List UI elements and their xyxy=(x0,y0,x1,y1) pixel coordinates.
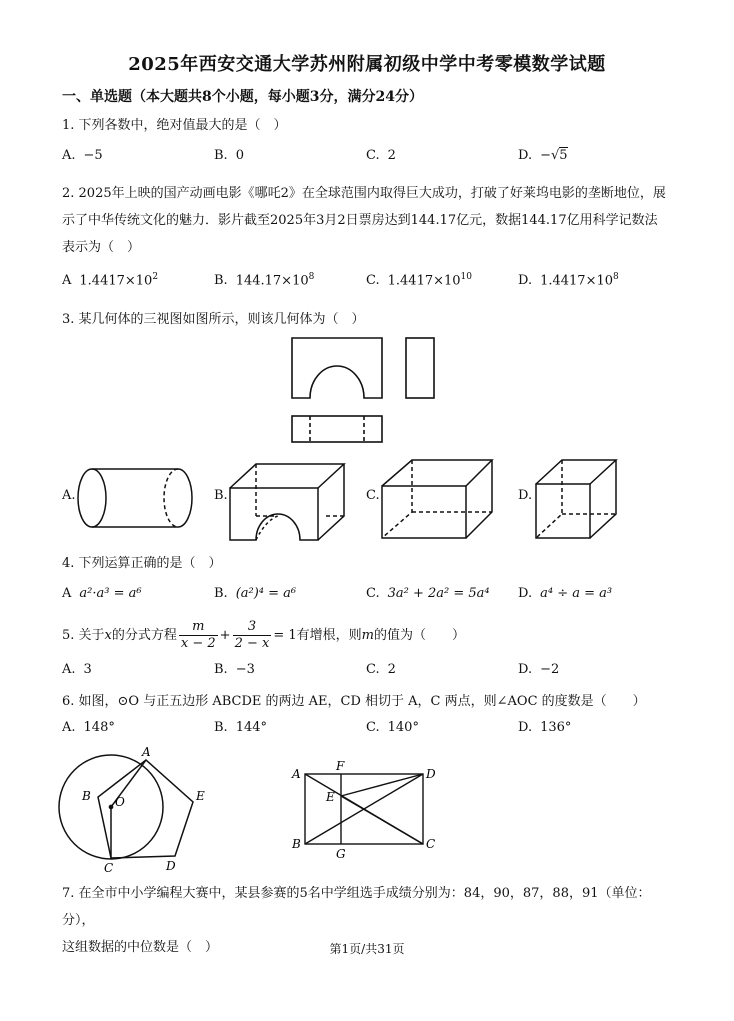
option-b: B. (a²)⁴ = a⁶ xyxy=(214,586,297,601)
option-d: D. 136° xyxy=(518,720,572,735)
label-f: F xyxy=(336,759,345,773)
sqrt-symbol: √ xyxy=(551,148,560,163)
option-d: D. a⁴ ÷ a = a³ xyxy=(518,586,613,601)
label-d: D xyxy=(166,859,176,873)
label-b: B xyxy=(82,789,91,803)
question-6-stem: 6. 如图，⊙O 与正五边形 ABCDE 的两边 AE，CD 相切于 A，C 两点，则∠AOC 的度数是（ ） xyxy=(62,694,646,709)
fraction-1: $\frac{m}{x - 2}$ xyxy=(180,619,216,651)
page-footer: 第1页/共31页 xyxy=(329,942,405,956)
option-a: A. 3 xyxy=(62,662,92,677)
question-7-stem: 7. 在全市中小学编程大赛中，某县参赛的5名中学组选手成绩分别为：84，90，87，88，91（单位：分）， 这组数据的中位数是（ ） xyxy=(62,886,651,955)
question-1-stem: 1. 下列各数中，绝对值最大的是（ ） xyxy=(62,118,287,133)
option-c: C. 2 xyxy=(366,148,396,163)
option-c: C. 3a² + 2a² = 5a⁴ xyxy=(366,586,490,601)
option-a: A. 148° xyxy=(62,720,115,735)
question-5-stem: 5. 关于x的分式方程 $\frac{m}{x - 2}$ + $\frac{3}{2 - x}$ = 1有增根，则m的值为（ ） xyxy=(62,619,465,651)
question-2-stem: 2. 2025年上映的国产动画电影《哪吒2》在全球范围内取得巨大成功，打破了好莱坞电影的垄断地位，展 示了中华传统文化的魅力．影片截至2025年3月2日票房达到144.17亿元，数据144.17亿用科学记数法 表示为（ ） xyxy=(62,186,666,255)
option-c: C. 2 xyxy=(366,662,396,677)
label-e: E xyxy=(196,789,205,803)
option-b: B. $144.17\times 10^8$ xyxy=(214,272,315,289)
option-d: D. −2 xyxy=(518,662,560,677)
label-c: C xyxy=(104,861,114,875)
question-3-stem: 3. 某几何体的三视图如图所示，则该几何体为（ ） xyxy=(62,312,365,327)
option-c: C. xyxy=(366,488,380,503)
option-d: D. $1.4417\times 10^8$ xyxy=(518,272,619,289)
label-a: A xyxy=(142,745,151,759)
label-g: G xyxy=(336,847,346,861)
option-a: A. −5 xyxy=(62,148,103,163)
section-heading: 一、单选题（本大题共8个小题，每小题3分，满分24分） xyxy=(62,89,423,105)
option-a: A. xyxy=(62,488,76,503)
label-d: D xyxy=(426,767,436,781)
option-a: A $1.4417\times 10^2$ xyxy=(62,272,159,289)
option-b: B. 144° xyxy=(214,720,268,735)
option-b: B. 0 xyxy=(214,148,244,163)
option-d: D. −√5 xyxy=(518,148,568,163)
option-b: B. −3 xyxy=(214,662,255,677)
option-d: D. xyxy=(518,488,533,503)
label-a: A xyxy=(292,767,301,781)
label-b: B xyxy=(292,837,301,851)
fraction-2: $\frac{3}{2 - x}$ xyxy=(234,619,270,651)
label-o: O xyxy=(115,795,125,809)
option-b: B. xyxy=(214,488,228,503)
option-a: A a²·a³ = a⁶ xyxy=(62,586,142,601)
question-4-stem: 4. 下列运算正确的是（ ） xyxy=(62,556,222,571)
page-title: 2025年西安交通大学苏州附属初级中学中考零模数学试题 xyxy=(128,54,606,75)
label-e: E xyxy=(326,790,335,804)
option-c: C. 140° xyxy=(366,720,419,735)
label-c: C xyxy=(426,837,436,851)
option-c: C. $1.4417\times 10^{10}$ xyxy=(366,272,472,289)
